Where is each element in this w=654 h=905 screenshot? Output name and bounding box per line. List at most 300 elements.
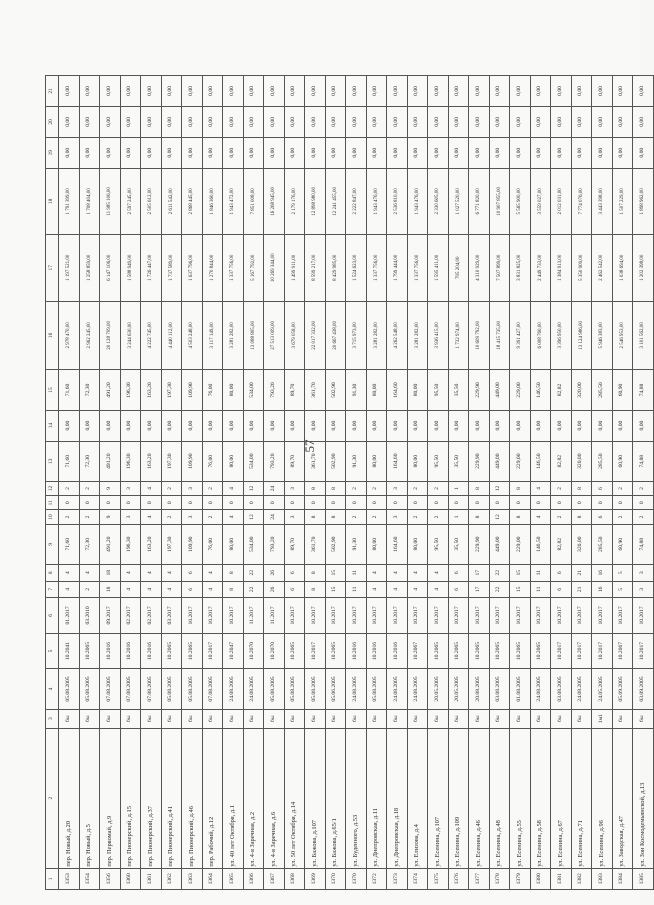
table-cell: 0,00	[530, 106, 551, 137]
table-cell: 17	[469, 564, 490, 581]
table-cell: 10.2017	[202, 633, 223, 669]
table-cell: 1	[448, 481, 469, 495]
register-table	[45, 75, 654, 890]
table-cell: 0,00	[325, 410, 346, 441]
table-cell: 05.08.2005	[284, 669, 305, 709]
table-cell: 4	[366, 581, 387, 598]
table-cell: 0,00	[100, 76, 121, 107]
table-cell: 3	[120, 481, 141, 495]
address-cell: ул. Есенина, д.46	[469, 728, 490, 868]
table-cell: 10.2017	[612, 598, 633, 634]
column-number-header: 8	[46, 564, 59, 581]
table-cell: 2 012 031,00	[551, 168, 572, 234]
table-cell: 0,00	[79, 106, 100, 137]
table-cell: 0,00	[387, 137, 408, 168]
table-cell: 1 791 399,00	[59, 168, 80, 234]
table-cell: 22 017 332,00	[305, 301, 326, 370]
table-cell: 0,00	[243, 410, 264, 441]
table-cell: 109,90	[182, 370, 203, 410]
table-cell: 0,00	[366, 410, 387, 441]
table-cell: 534,00	[243, 370, 264, 410]
table-cell: 0,00	[141, 76, 162, 107]
table-cell: 0	[407, 496, 428, 510]
address-cell: пер. Пионерский, д.41	[161, 728, 182, 868]
table-cell: 80,00	[366, 370, 387, 410]
table-cell: 0	[202, 496, 223, 510]
table-cell: 0	[366, 496, 387, 510]
table-cell: 229,00	[510, 441, 531, 481]
table-cell: 2 597 245,00	[120, 168, 141, 234]
table-cell: 3	[387, 510, 408, 524]
table-cell: 10.2065	[489, 633, 510, 669]
table-cell: 502,90	[325, 524, 346, 564]
table-cell: 10 907 855,00	[489, 168, 510, 234]
table-cell: 0,00	[428, 410, 449, 441]
table-cell: 10.2017	[284, 598, 305, 634]
table-cell: 0,00	[510, 137, 531, 168]
table-row	[141, 76, 162, 890]
table-cell: 10 269 344,00	[264, 235, 285, 301]
table-cell: 1383	[592, 868, 613, 889]
table-cell: 1376	[448, 868, 469, 889]
table-cell: 10.2017	[448, 598, 469, 634]
table-cell: 0,00	[571, 106, 592, 137]
table-cell: 8	[325, 510, 346, 524]
table-cell: 2	[612, 481, 633, 495]
address-cell: ул. Есенина, д.71	[571, 728, 592, 868]
table-cell: 6ы	[182, 709, 203, 728]
table-cell: 0	[100, 496, 121, 510]
table-cell: 0,00	[428, 137, 449, 168]
table-cell: 2	[59, 510, 80, 524]
table-cell: 5	[612, 564, 633, 581]
table-cell: 6ы	[407, 709, 428, 728]
table-cell: 35,50	[448, 524, 469, 564]
table-cell: 0	[346, 496, 367, 510]
table-cell: 2 179 176,00	[284, 168, 305, 234]
table-cell: 1 898 962,00	[633, 168, 654, 234]
table-cell: 196,30	[120, 370, 141, 410]
table-row	[346, 76, 367, 890]
table-cell: 05.08.2005	[59, 669, 80, 709]
table-cell: 0,00	[612, 137, 633, 168]
table-cell: 793,20	[264, 441, 285, 481]
table-cell: 2	[79, 510, 100, 524]
table-cell: 2	[161, 481, 182, 495]
table-cell: 146,50	[530, 370, 551, 410]
table-row	[284, 76, 305, 890]
table-cell: 1 384 913,00	[551, 235, 572, 301]
address-cell: пер. Новый, д.20	[59, 728, 80, 868]
table-cell: 10.2017	[223, 598, 244, 634]
table-cell: 10.2070	[264, 633, 285, 669]
table-cell: 0,00	[448, 410, 469, 441]
table-cell: 0,00	[161, 137, 182, 168]
table-cell: 0,00	[469, 410, 490, 441]
table-cell: 4	[428, 581, 449, 598]
table-cell: 2	[346, 510, 367, 524]
table-cell: 1 027 520,00	[448, 168, 469, 234]
table-cell: 05.08.2005	[264, 669, 285, 709]
table-cell: 0,00	[182, 137, 203, 168]
table-cell: 11	[530, 564, 551, 581]
table-cell: 449,00	[489, 441, 510, 481]
table-cell: 0,00	[284, 106, 305, 137]
table-cell: 71,60	[59, 370, 80, 410]
table-cell: 1 732 974,00	[448, 301, 469, 370]
table-cell: 11	[346, 581, 367, 598]
table-cell: 0,00	[612, 410, 633, 441]
table-cell: 0,00	[469, 76, 490, 107]
address-cell: ул. Есенина, д.109	[448, 728, 469, 868]
table-cell: 0,00	[592, 106, 613, 137]
table-cell: 24	[264, 481, 285, 495]
table-cell: 20 667 438,00	[325, 301, 346, 370]
table-cell: 361,70	[305, 370, 326, 410]
table-row	[510, 76, 531, 890]
table-cell: 361,70	[305, 524, 326, 564]
table-cell: 1 846 360,00	[202, 168, 223, 234]
table-cell: 3 679 058,00	[284, 301, 305, 370]
table-cell: 164,60	[387, 441, 408, 481]
table-cell: 1379	[510, 868, 531, 889]
table-cell: 10.2017	[551, 598, 572, 634]
table-cell: 109,90	[182, 441, 203, 481]
table-cell: 10.2047	[223, 633, 244, 669]
table-cell: 0	[120, 496, 141, 510]
table-cell: 13 124 986,00	[571, 301, 592, 370]
table-cell: 229,90	[469, 370, 490, 410]
table-cell: 0,00	[530, 76, 551, 107]
table-cell: 6ы	[223, 709, 244, 728]
table-cell: 16	[592, 564, 613, 581]
table-cell: 05.08.2005	[305, 669, 326, 709]
table-cell: 05.06.2005	[325, 669, 346, 709]
table-cell: 10.2017	[346, 598, 367, 634]
column-number-header: 3	[46, 709, 59, 728]
table-cell: 10.2065	[448, 633, 469, 669]
table-cell: 3 443 398,00	[592, 168, 613, 234]
table-cell: 4	[387, 581, 408, 598]
table-cell: 10.2017	[428, 598, 449, 634]
table-cell: 10.2070	[243, 633, 264, 669]
table-cell: 0,00	[202, 410, 223, 441]
table-cell: 146,50	[530, 441, 551, 481]
table-cell: 229,00	[510, 524, 531, 564]
table-cell: 72,30	[79, 524, 100, 564]
table-cell: 60,90	[612, 370, 633, 410]
table-cell: 491,20	[100, 524, 121, 564]
table-cell: 4	[141, 481, 162, 495]
table-cell: 793,20	[264, 524, 285, 564]
table-cell: 4	[428, 564, 449, 581]
table-cell: 2	[612, 510, 633, 524]
table-cell: 1 202 398,00	[633, 235, 654, 301]
table-cell: 6	[448, 581, 469, 598]
table-row	[530, 76, 551, 890]
table-cell: 4 440 112,00	[161, 301, 182, 370]
table-cell: 2	[366, 510, 387, 524]
table-cell: 26	[264, 564, 285, 581]
table-cell: 1368	[284, 868, 305, 889]
table-cell: 4	[141, 581, 162, 598]
table-cell: 0,00	[633, 106, 654, 137]
table-cell: 6	[284, 564, 305, 581]
table-cell: 03.2010	[79, 598, 100, 634]
table-cell: 18	[100, 581, 121, 598]
table-cell: 0,00	[243, 76, 264, 107]
table-cell: 163,20	[141, 524, 162, 564]
address-cell: ул. Буденного, д.53	[346, 728, 367, 868]
table-cell: 20.08.2005	[469, 669, 490, 709]
column-number-header: 17	[46, 235, 59, 301]
table-cell: 6	[592, 510, 613, 524]
table-cell: 74,88	[633, 370, 654, 410]
table-cell: 534,00	[243, 524, 264, 564]
table-cell: 0,00	[59, 410, 80, 441]
table-cell: 10.2065	[325, 633, 346, 669]
table-cell: 0	[489, 496, 510, 510]
table-cell: 1377	[469, 868, 490, 889]
table-cell: 0,00	[387, 106, 408, 137]
table-cell: 1362	[161, 868, 182, 889]
table-cell: 1353	[59, 868, 80, 889]
table-cell: 10.2017	[530, 598, 551, 634]
table-row	[387, 76, 408, 890]
table-row	[120, 76, 141, 890]
table-cell: 4	[407, 564, 428, 581]
table-cell: 0,00	[141, 137, 162, 168]
table-cell: 3 936 415,00	[428, 301, 449, 370]
column-number-header: 16	[46, 301, 59, 370]
table-cell: 5 565 900,00	[510, 168, 531, 234]
table-cell: 82,82	[551, 370, 572, 410]
address-cell: ул. Есенина, д.48	[489, 728, 510, 868]
table-cell: 15	[510, 564, 531, 581]
address-cell: ул. Есенина, д.107	[428, 728, 449, 868]
table-cell: 197,30	[161, 441, 182, 481]
table-cell: 0	[284, 496, 305, 510]
table-cell: 229,00	[510, 370, 531, 410]
table-cell: 1373	[387, 868, 408, 889]
table-cell: 1369	[305, 868, 326, 889]
table-cell: 0,00	[284, 410, 305, 441]
table-cell: 163,20	[141, 370, 162, 410]
table-cell: 0	[612, 496, 633, 510]
table-cell: 6ы	[264, 709, 285, 728]
table-cell: 0,00	[448, 106, 469, 137]
table-cell: 1375	[428, 868, 449, 889]
table-cell: 4	[387, 564, 408, 581]
address-cell: ул. Есенина, д.96	[592, 728, 613, 868]
table-cell: 3 101 562,00	[633, 301, 654, 370]
table-cell: 0,00	[264, 410, 285, 441]
table-cell: 196,30	[120, 441, 141, 481]
table-cell: 491,20	[100, 441, 121, 481]
address-cell: ул. Есенина, д.58	[530, 728, 551, 868]
address-cell: ул. Есенина, д.55	[510, 728, 531, 868]
table-cell: 320,00	[571, 370, 592, 410]
table-cell: 4	[223, 481, 244, 495]
table-cell: 03.08.2005	[489, 669, 510, 709]
address-cell: ул. Елизова, д.4	[407, 728, 428, 868]
table-cell: 24.08.2005	[530, 669, 551, 709]
table-cell: 80,00	[407, 441, 428, 481]
table-cell: 6ы	[530, 709, 551, 728]
table-cell: 80,00	[366, 524, 387, 564]
table-cell: 21	[571, 581, 592, 598]
table-cell: 01.08.2005	[510, 669, 531, 709]
table-cell: 705 204,00	[448, 235, 469, 301]
table-cell: 2	[633, 481, 654, 495]
table-cell: 0,00	[264, 76, 285, 107]
table-cell: 8	[571, 481, 592, 495]
table-cell: 10.2017	[592, 598, 613, 634]
table-cell: 76,00	[202, 370, 223, 410]
table-cell: 05.09.2005	[612, 669, 633, 709]
table-cell: 449,00	[489, 524, 510, 564]
table-cell: 0	[79, 496, 100, 510]
table-cell: 0,00	[161, 106, 182, 137]
table-row	[448, 76, 469, 890]
table-cell: 1364	[202, 868, 223, 889]
address-cell: пер. Пионерский, д.37	[141, 728, 162, 868]
table-cell: 26	[264, 581, 285, 598]
table-cell: 0,00	[510, 106, 531, 137]
table-cell: 18 415 735,00	[489, 301, 510, 370]
table-cell: 1382	[571, 868, 592, 889]
table-cell: 1 588 949,00	[120, 235, 141, 301]
address-cell: ул. Есенина, д.67	[551, 728, 572, 868]
table-cell: 0	[243, 496, 264, 510]
table-cell: 4 262 548,00	[387, 301, 408, 370]
table-cell: 82,82	[551, 441, 572, 481]
table-cell: 2	[79, 481, 100, 495]
table-cell: 0,00	[305, 76, 326, 107]
table-cell: 3	[633, 581, 654, 598]
table-cell: 0,00	[346, 137, 367, 168]
table-cell: 1385	[633, 868, 654, 889]
table-cell: 3	[284, 510, 305, 524]
table-cell: 4	[407, 581, 428, 598]
table-cell: 7 507 899,00	[489, 235, 510, 301]
table-cell: 6ы	[551, 709, 572, 728]
column-number-header: 1	[46, 868, 59, 889]
table-cell: 0,00	[161, 410, 182, 441]
table-cell: 0,00	[407, 106, 428, 137]
table-cell: 0,00	[305, 410, 326, 441]
table-cell: 0,00	[633, 76, 654, 107]
table-cell: 2 978 470,00	[59, 301, 80, 370]
table-cell: 3 715 973,00	[346, 301, 367, 370]
table-cell: 15	[325, 581, 346, 598]
table-cell: 05.08.2005	[161, 669, 182, 709]
table-cell: 2	[633, 510, 654, 524]
table-cell: 10.2065	[284, 633, 305, 669]
table-cell: 10.2017	[551, 633, 572, 669]
table-cell: 24.08.2005	[346, 669, 367, 709]
table-row	[100, 76, 121, 890]
table-cell: 80,00	[407, 524, 428, 564]
address-cell: ул. 50 лет Октября, д.14	[284, 728, 305, 868]
table-cell: 1370	[346, 868, 367, 889]
table-cell: 6ы	[243, 709, 264, 728]
column-number-header: 10	[46, 510, 59, 524]
table-cell: 8	[305, 510, 326, 524]
table-cell: 1384	[612, 868, 633, 889]
table-cell: 4	[223, 510, 244, 524]
table-row	[223, 76, 244, 890]
table-cell: 2 505 612,00	[141, 168, 162, 234]
table-cell: 24.08.2005	[571, 669, 592, 709]
table-cell: 76,00	[202, 441, 223, 481]
table-cell: 0,00	[571, 410, 592, 441]
table-cell: 03.09.2005	[633, 669, 654, 709]
table-cell: 1 197 521,00	[59, 235, 80, 301]
address-cell: ул. 4-я Заречная, д.6	[264, 728, 285, 868]
table-row	[202, 76, 223, 890]
table-cell: 76,00	[202, 524, 223, 564]
table-cell: 0	[161, 496, 182, 510]
table-row	[551, 76, 572, 890]
table-cell: 2	[428, 510, 449, 524]
table-cell: 0	[571, 496, 592, 510]
table-cell: 1380	[530, 868, 551, 889]
table-cell: 146,50	[530, 524, 551, 564]
table-cell: 6ы	[346, 709, 367, 728]
address-cell: пер. Пионерский, д.46	[182, 728, 203, 868]
table-cell: 10.2065	[79, 633, 100, 669]
table-cell: 0,00	[79, 410, 100, 441]
column-number-header: 21	[46, 76, 59, 107]
table-cell: 285,50	[592, 441, 613, 481]
address-cell: пер. Первомай, д.9	[100, 728, 121, 868]
table-cell: 0,00	[469, 106, 490, 137]
table-cell: 4 503 248,00	[182, 301, 203, 370]
table-cell: 2	[202, 510, 223, 524]
table-cell: 361,70	[305, 441, 326, 481]
column-number-header: 14	[46, 410, 59, 441]
table-cell: 0,00	[223, 76, 244, 107]
table-cell: 10.2016	[120, 633, 141, 669]
table-cell: 1 726 447,00	[141, 235, 162, 301]
table-cell: 4	[161, 581, 182, 598]
table-cell: 8	[325, 481, 346, 495]
table-cell: 22	[489, 564, 510, 581]
table-cell: 0,00	[325, 137, 346, 168]
table-cell: 80,00	[223, 441, 244, 481]
table-cell: 10.2017	[325, 598, 346, 634]
table-cell: 11	[530, 581, 551, 598]
table-cell: 6ы	[489, 709, 510, 728]
table-cell: 18	[100, 564, 121, 581]
table-cell: 3	[387, 481, 408, 495]
table-cell: 1 507 229,00	[612, 168, 633, 234]
table-cell: 12	[243, 481, 264, 495]
table-cell: 1363	[182, 868, 203, 889]
table-cell: 6ы	[428, 709, 449, 728]
column-number-header: 18	[46, 168, 59, 234]
table-cell: 24.08.2005	[243, 669, 264, 709]
table-cell: 15	[325, 564, 346, 581]
table-cell: 10.2016	[387, 633, 408, 669]
table-cell: 0,00	[141, 106, 162, 137]
table-cell: 9	[100, 481, 121, 495]
address-cell: ул. Днепровская, д.18	[387, 728, 408, 868]
table-cell: 24.05.2005	[592, 669, 613, 709]
table-cell: 8	[223, 581, 244, 598]
address-cell: ул. Бажова, д.65/1	[325, 728, 346, 868]
